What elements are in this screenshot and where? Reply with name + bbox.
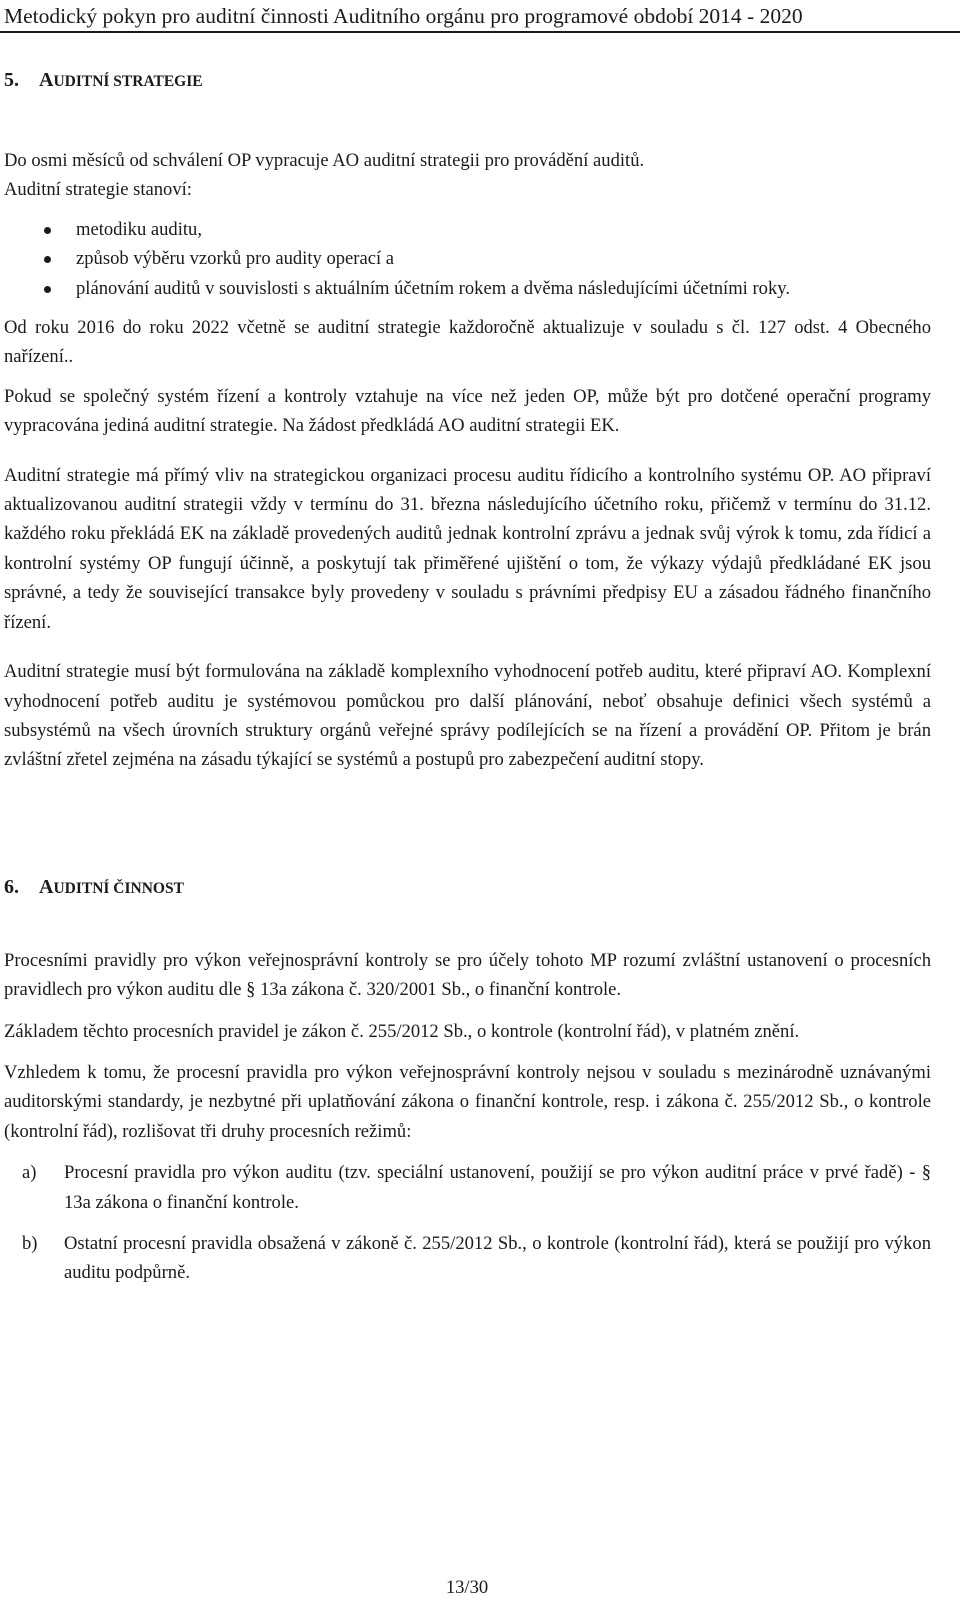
section-6-title-rest: UDITNÍ ČINNOST (53, 879, 184, 897)
section-6-paragraph-1: Procesními pravidly pro výkon veřejnosprávní kontroly se pro účely tohoto MP rozumí zvláštní ustanovení o procesních pravidlech pro výkon auditu dle § 13a zákona č. 320/2001 Sb., o finanční kontrole. (4, 949, 931, 1001)
bullet-icon (44, 227, 51, 234)
bullet-text: metodiku auditu, (76, 218, 203, 240)
bullet-icon (44, 286, 51, 293)
page-content (4, 66, 931, 1288)
section-6-paragraph-2: Základem těchto procesních pravidel je zákon č. 255/2012 Sb., o kontrole (kontrolní řád), v platném znění. (4, 1020, 800, 1042)
list-item-marker: a) (22, 1162, 37, 1184)
section-5-heading (4, 66, 931, 96)
section-5-title-initial: A (39, 69, 54, 91)
running-header: Metodický pokyn pro auditní činnosti Auditního orgánu pro programové období 2014 - 2020 (4, 4, 803, 28)
bullet-text: způsob výběru vzorků pro audity operací a (76, 248, 395, 270)
bullet-item (4, 244, 931, 273)
section-6-title-initial: A (39, 875, 54, 898)
page-number: 13/30 (445, 1577, 489, 1598)
section-5-paragraph-4: Auditní strategie musí být formulována na základě komplexního vyhodnocení potřeb auditu, které připraví AO. Komplexní vyhodnocení potřeb auditu je systémovou pomůckou pro další plánování, neboť obsahuje definici všech systémů a subsystémů na všech úrovních struktury orgánů veřejné správy podílejících se na řízení a provádění OP. Přitom je brán zvláštní zřetel zejména na zásadu týkající se systémů a postupů pro zabezpečení auditní stopy. (4, 661, 931, 771)
section-6-lettered-list (4, 1158, 931, 1288)
header-rule (0, 31, 960, 33)
section-5-paragraph-3: Auditní strategie má přímý vliv na strategickou organizaci procesu auditu řídicího a kontrolního systému OP. AO připraví aktualizovanou auditní strategii vždy v termínu do 31. března následujícího účetního roku, přičemž v termínu do 31.12. každého roku překládá EK na základě provedených auditů jednak kontrolní zprávu a jednak svůj výrok k tomu, zda řídicí a kontrolní systémy OP fungují účinně, a poskytují tak přiměřené ujištění o tom, že výkazy výdajů předkládané EK jsou správné, a tedy že související transakce byly provedeny v souladu s právními předpisy EU a zásadou řádného finančního řízení. (4, 464, 931, 633)
section-5-title-rest: UDITNÍ STRATEGIE (53, 73, 203, 90)
section-5-number: 5. (4, 69, 19, 91)
section-5-bullet-list (4, 215, 931, 303)
section-5-paragraph-1: Od roku 2016 do roku 2022 včetně se auditní strategie každoročně aktualizuje v souladu s čl. 127 odst. 4 Obecného nařízení.. (4, 317, 931, 368)
section-5-intro-1: Do osmi měsíců od schválení OP vypracuje AO auditní strategii pro provádění auditů. (4, 150, 645, 171)
section-5-intro-2: Auditní strategie stanoví: (4, 179, 192, 201)
list-item (4, 1229, 931, 1288)
list-item-text: Procesní pravidla pro výkon auditu (tzv. speciální ustanovení, použijí se pro výkon auditní práce v prvé řadě) - § 13a zákona o finanční kontrole. (64, 1162, 931, 1213)
bullet-icon (44, 256, 51, 263)
list-item (4, 1158, 931, 1217)
section-6-paragraph-3: Vzhledem k tomu, že procesní pravidla pro výkon veřejnosprávní kontroly nejsou v souladu s mezinárodně uznávanými auditorskými standardy, je nezbytné při uplatňování zákona o finanční kontrole, resp. i zákona č. 255/2012 Sb., o kontrole (kontrolní řád), rozlišovat tři druhy procesních režimů: (4, 1061, 931, 1142)
section-6-number: 6. (4, 875, 19, 898)
bullet-item (4, 215, 931, 244)
bullet-item (4, 274, 931, 303)
list-item-text: Ostatní procesní pravidla obsažená v zákoně č. 255/2012 Sb., o kontrole (kontrolní řád), která se použijí pro výkon auditu podpůrně. (64, 1232, 931, 1284)
section-5-paragraph-2: Pokud se společný systém řízení a kontroly vztahuje na více než jeden OP, může být pro dotčené operační programy vypracována jediná auditní strategie. Na žádost předkládá AO auditní strategii EK. (4, 385, 931, 437)
list-item-marker: b) (22, 1232, 38, 1254)
bullet-text: plánování auditů v souvislosti s aktuálním účetním rokem a dvěma následujícími účetními roky. (76, 277, 790, 299)
section-6-heading (4, 873, 931, 903)
